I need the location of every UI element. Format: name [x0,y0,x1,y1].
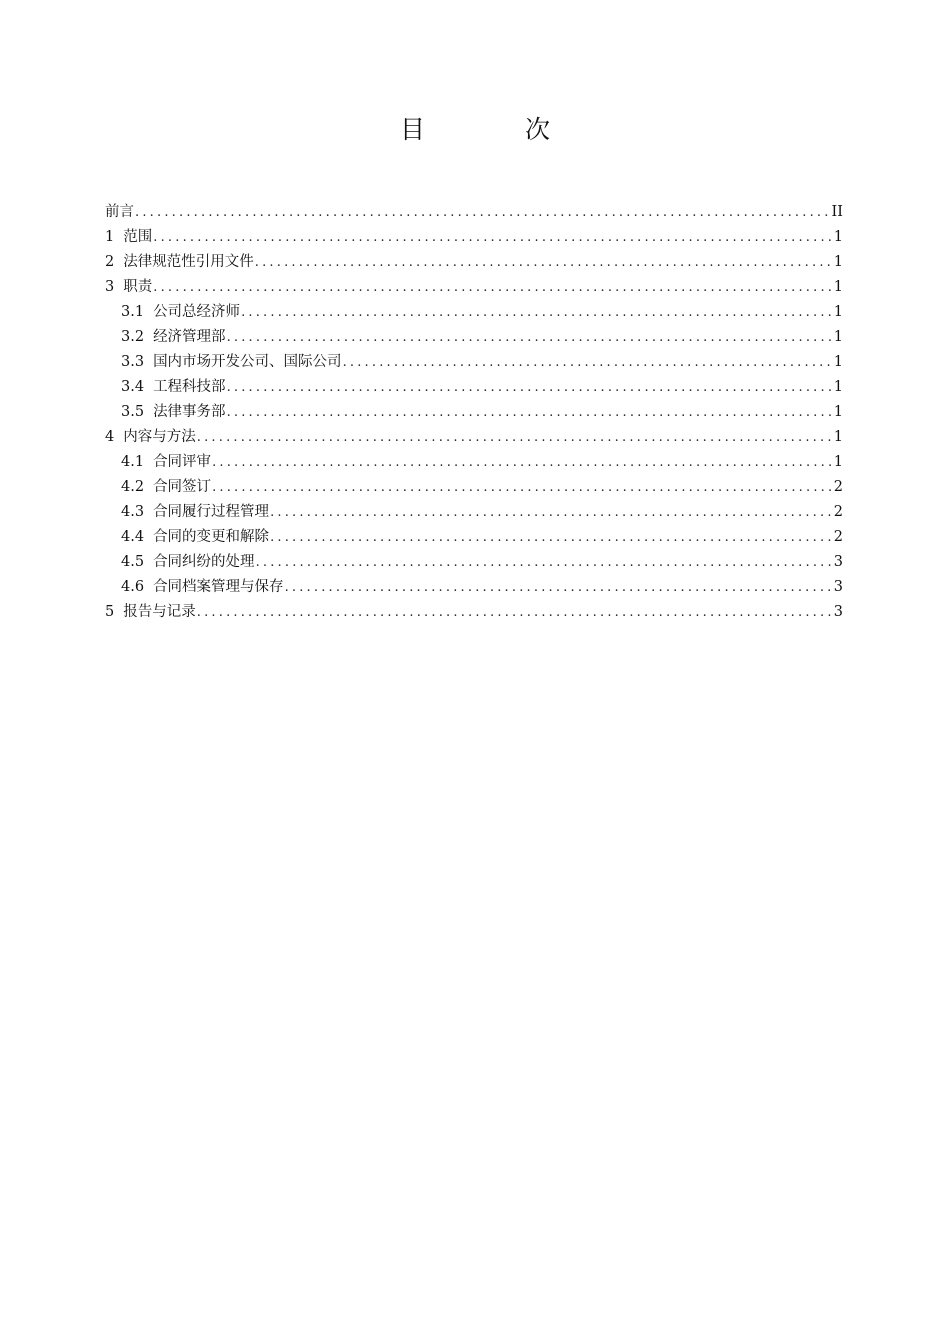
toc-dot-leader [212,475,833,500]
toc-entry[interactable] [105,375,843,400]
toc-entry-number: 3.1 [121,304,145,320]
toc-page-number: II [831,204,843,220]
toc-page-number: 2 [833,529,843,545]
toc-entry[interactable] [105,450,843,475]
toc-entry-number: 4 [105,429,115,445]
toc-entry[interactable] [105,400,843,425]
toc-entry-number: 4.2 [121,479,145,495]
toc-entry-number: 4.1 [121,454,145,470]
toc-entry-title: 合同履行过程管理 [153,504,270,520]
toc-page-number: 1 [833,329,843,345]
toc-entry-number: 2 [105,254,115,270]
toc-page-number: 3 [833,554,843,570]
toc-entry-title: 国内市场开发公司、国际公司 [153,354,342,370]
toc-entry-title: 公司总经济师 [153,304,241,320]
toc-entry[interactable] [105,550,843,575]
toc-page-number: 3 [833,579,843,595]
toc-entry-number: 3.3 [121,354,145,370]
toc-entry[interactable] [105,350,843,375]
toc-entry-number: 4.4 [121,529,145,545]
toc-page-number: 1 [833,229,843,245]
toc-title: 目 次 [400,115,596,144]
toc-entry-title: 工程科技部 [153,379,226,395]
toc-entry[interactable] [105,600,843,625]
toc-entry-number: 4.6 [121,579,145,595]
toc-dot-leader [270,500,833,525]
toc-entry-title: 内容与方法 [123,429,196,445]
toc-entry[interactable] [105,475,843,500]
toc-dot-leader [227,400,833,425]
toc-dot-leader [343,350,833,375]
toc-entry[interactable] [105,200,843,225]
toc-entry-title: 范围 [123,229,153,245]
toc-page-number: 2 [833,479,843,495]
toc-page-number: 1 [833,354,843,370]
toc-entry-title: 职责 [123,279,153,295]
toc-page-number: 1 [833,379,843,395]
toc-dot-leader [135,200,831,225]
toc-entry-number: 4.3 [121,504,145,520]
toc-dot-leader [197,425,833,450]
toc-entry-title: 前言 [105,204,134,220]
toc-entry-title: 经济管理部 [153,329,226,345]
toc-dot-leader [256,550,833,575]
toc-entry-title: 合同纠纷的处理 [153,554,255,570]
toc-dot-leader [227,325,833,350]
toc-page-number: 1 [833,429,843,445]
toc-entry-number: 3.2 [121,329,145,345]
toc-page-number: 1 [833,404,843,420]
toc-dot-leader [255,250,833,275]
toc-entry-number: 5 [105,604,115,620]
toc-entry-title: 法律事务部 [153,404,226,420]
toc-entry[interactable] [105,325,843,350]
toc-entry[interactable] [105,250,843,275]
toc-page-number: 1 [833,254,843,270]
toc-entry-number: 3 [105,279,115,295]
toc-entry-title: 法律规范性引用文件 [123,254,254,270]
toc-dot-leader [285,575,833,600]
toc-entry[interactable] [105,275,843,300]
toc-entry-title: 合同签订 [153,479,212,495]
toc-dot-leader [241,300,833,325]
toc-entry-title: 合同档案管理与保存 [153,579,284,595]
toc-entry[interactable] [105,425,843,450]
toc-dot-leader [270,525,833,550]
toc-entry-title: 合同评审 [153,454,212,470]
toc-page-number: 1 [833,454,843,470]
table-of-contents [105,200,843,625]
toc-entry[interactable] [105,500,843,525]
toc-dot-leader [153,225,833,250]
toc-page-number: 1 [833,279,843,295]
toc-entry[interactable] [105,525,843,550]
toc-entry[interactable] [105,225,843,250]
toc-entry-number: 1 [105,229,115,245]
toc-entry-number: 4.5 [121,554,145,570]
toc-entry[interactable] [105,575,843,600]
toc-dot-leader [197,600,833,625]
toc-dot-leader [212,450,833,475]
toc-page-number: 3 [833,604,843,620]
toc-entry-number: 3.4 [121,379,145,395]
toc-entry-number: 3.5 [121,404,145,420]
toc-page-number: 2 [833,504,843,520]
toc-entry-title: 合同的变更和解除 [153,529,270,545]
toc-dot-leader [227,375,833,400]
toc-entry-title: 报告与记录 [123,604,196,620]
toc-page-number: 1 [833,304,843,320]
toc-dot-leader [153,275,833,300]
toc-entry[interactable] [105,300,843,325]
